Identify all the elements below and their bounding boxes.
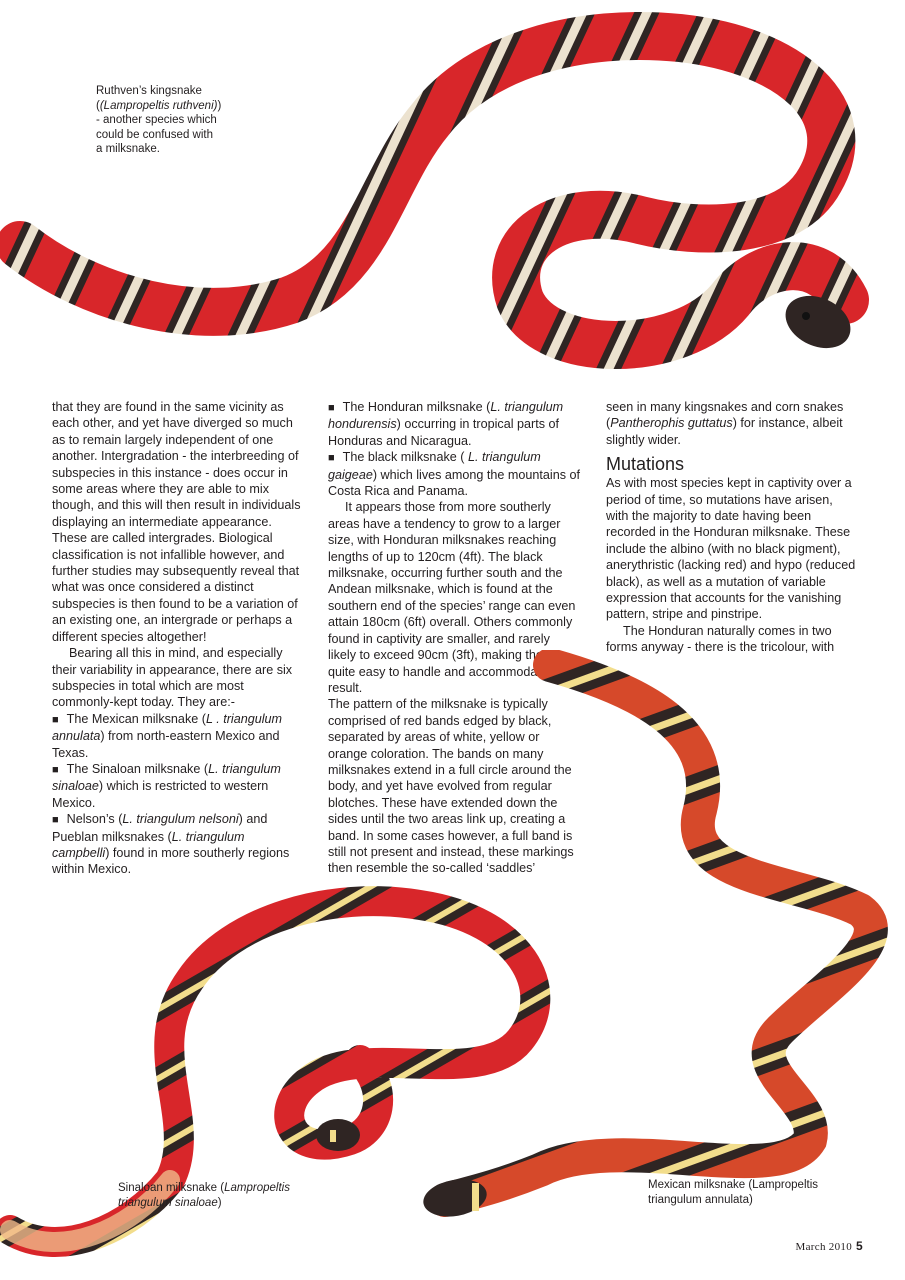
ruthvens-kingsnake-photo: [0, 0, 905, 400]
caption-line: a milksnake.: [96, 143, 160, 155]
page-footer: [796, 1239, 863, 1253]
caption-species: (Lampropeltis ruthveni): [99, 99, 218, 112]
caption-line: triangulum annulata): [648, 1193, 753, 1206]
bullet-item: ■ Nelson’s (L. triangulum nelsoni) and Pueblan milksnakes (L. triangulum campbelli) found in more southerly regions within Mexico.: [52, 811, 302, 878]
paragraph: that they are found in the same vicinity as each other, and yet have diverged so much as to remain largely independent of one another. Intergradation - the interbreeding of subspecies in this instance - does occur in some areas where they are able to mix though, and this will then result in individuals displaying an intermediate appearance. These are called intergrades. Biological classification is not infallible however, and further studies may subsequently reveal that what was once considered a distinct subspecies is then found to be a variation of an existing one, an intergrade or perhaps a different species altogether!: [52, 400, 301, 644]
caption-line: - another species which: [96, 114, 217, 126]
paragraph: As with most species kept in captivity over a period of time, so mutations have arisen, with the majority to date having been recorded in the Honduran milksnake. These include the albino (with no black pigment), anerythristic (lacking red) and hypo (reduced black), as well as a mutation of variable expression that accounts for the vanishing pattern, stripe and pinstripe.: [606, 476, 856, 622]
paragraph: Bearing all this in mind, and especially their variability in appearance, there are six subspecies in total which are most commonly-kept today. They are:-: [52, 646, 293, 710]
paragraph: The pattern of the milksnake is typically comprised of red bands edged by black, separated by areas of white, yellow or orange coloration. The bands on many milksnakes extend in a full circle around the body, and yet have evolved from regular blotches. These have extended down the sides until the two areas link up, creating a band. In some cases however, a full band is still not present and instead, these markings then resemble the so-called ‘saddles’: [328, 697, 574, 876]
caption-line: ((Lampropeltis ruthveni)): [96, 99, 222, 112]
sinaloan-caption: Sinaloan milksnake (Lampropeltis triangulum sinaloae): [118, 1182, 290, 1209]
text-column-3: [606, 399, 856, 656]
bullet-item: ■ The Honduran milksnake (L. triangulum hondurensis) occurring in tropical parts of Honduras and Nicaragua.: [328, 399, 581, 449]
issue-date: March 2010: [795, 1241, 853, 1253]
ruthven-caption: [96, 84, 221, 157]
page-number: 5: [856, 1239, 863, 1253]
caption-line: Ruthven’s kingsnake: [96, 85, 202, 97]
paragraph: The Honduran naturally comes in two forms anyway - there is the tricolour, with: [606, 623, 835, 655]
bullet-item: ■ The Sinaloan milksnake (L. triangulum sinaloae) which is restricted to western Mexico.: [52, 761, 302, 811]
mexican-caption: [648, 1178, 818, 1207]
mexican-milksnake-photo: [420, 650, 900, 1230]
bullet-item: ■ The black milksnake ( L. triangulum gaigeae) which lives among the mountains of Costa Rica and Panama.: [328, 449, 581, 499]
section-heading: Mutations: [606, 454, 685, 475]
paragraph: seen in many kingsnakes and corn snakes (Pantherophis guttatus) for instance, albeit slightly wider.: [606, 400, 844, 447]
caption-line: Mexican milksnake (Lampropeltis: [648, 1179, 819, 1191]
caption-line: could be confused with: [96, 128, 213, 141]
paragraph: It appears those from more southerly areas have a tendency to grow to a larger size, with Honduran milksnakes reaching lengths of up to 120cm (4ft). The black milksnake, occurring further south and the Andean milksnake, which is found at the southern end of the species’ range can even attain 180cm (6ft) overall. Others commonly found in captivity are smaller, and rarely likely to exceed 90cm (3ft), making them quite easy to handle and accommodate as a result.: [328, 500, 576, 695]
text-column-1: [52, 399, 302, 878]
bullet-item: ■ The Mexican milksnake (L . triangulum annulata) from north-eastern Mexico and Texas.: [52, 711, 302, 761]
